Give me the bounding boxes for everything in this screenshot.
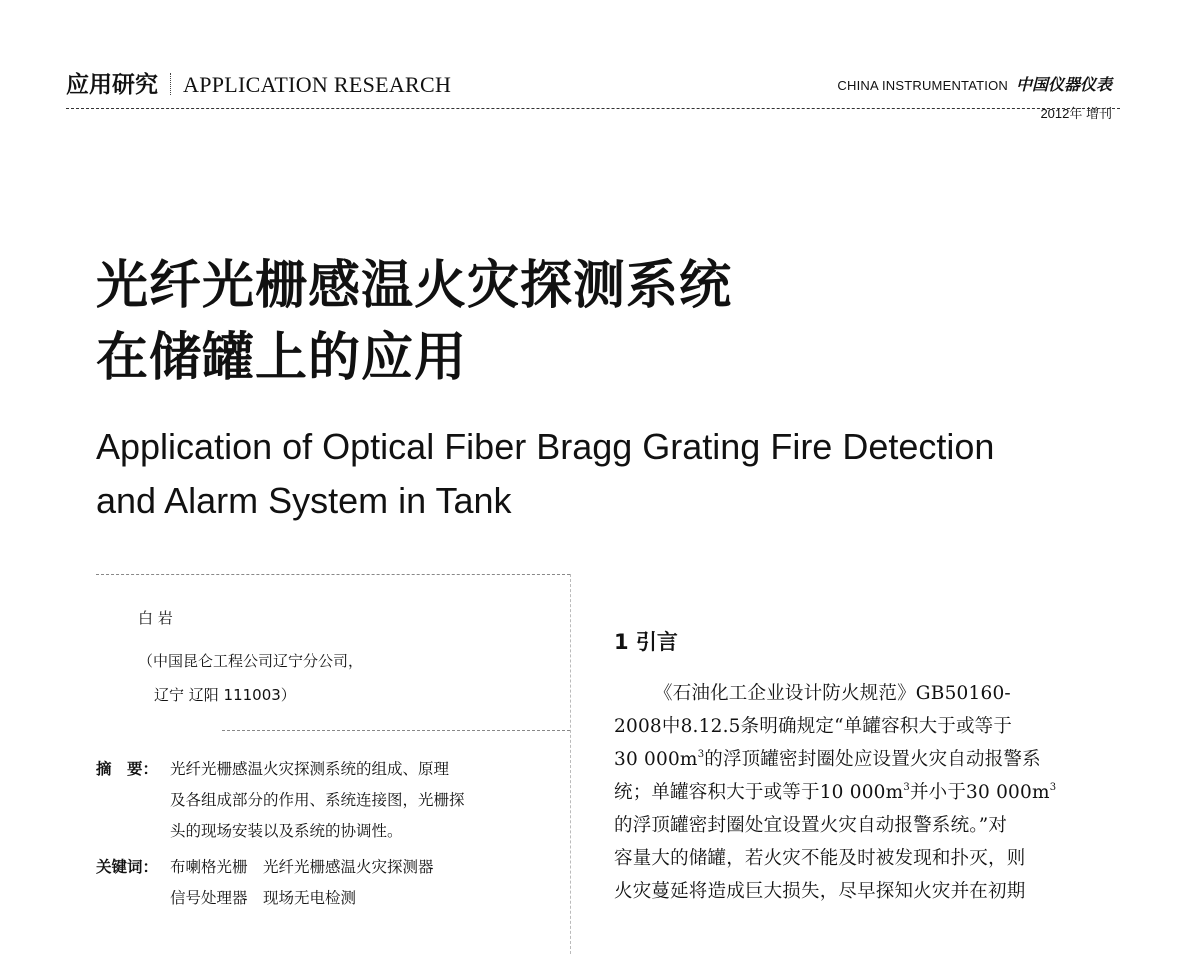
title-en-line-2: and Alarm System in Tank — [96, 480, 512, 521]
body-line: 统；单罐容积大于或等于10 $000m^3$并小于30 $000m^3$ — [614, 782, 1057, 803]
column-divider — [570, 574, 571, 954]
affiliation-line-1: （中国昆仑工程公司辽宁分公司， — [138, 652, 364, 670]
abstract-label: 摘 要： — [96, 760, 159, 778]
header-divider — [170, 73, 171, 95]
journal-name-cn: 中国仪器仪表 — [1015, 75, 1112, 94]
paper-title-en — [96, 420, 1156, 528]
journal-name — [837, 72, 1112, 95]
keywords-line: 布喇格光栅 光纤光栅感温火灾探测器 — [170, 858, 434, 876]
keywords-label: 关键词： — [96, 858, 159, 876]
affiliation-line-2: 辽宁 辽阳 111003） — [154, 686, 296, 704]
header-rule — [66, 108, 1120, 109]
abstract-line: 头的现场安装以及系统的协调性。 — [170, 822, 403, 840]
journal-name-en: CHINA INSTRUMENTATION — [837, 78, 1008, 93]
keywords-line: 信号处理器 现场无电检测 — [170, 889, 357, 907]
keywords-body — [170, 852, 566, 914]
superscript: 3 — [903, 782, 910, 793]
author-name: 白 岩 — [138, 609, 173, 627]
superscript: 3 — [697, 749, 705, 760]
introduction-text — [614, 677, 1094, 908]
section-label-cn: 应用研究 — [66, 72, 158, 98]
author-box-bottom-rule — [222, 730, 570, 731]
section-label-en: APPLICATION RESEARCH — [183, 72, 452, 97]
keywords — [96, 852, 566, 914]
body-line: 火灾蔓延将造成巨大损失，尽早探知火灾并在初期 — [614, 881, 1026, 902]
abstract-body — [170, 754, 566, 847]
title-cn-line-2: 在储罐上的应用 — [96, 328, 468, 388]
abstract — [96, 754, 566, 847]
journal-issue: 2012年 增刊 — [1040, 106, 1112, 121]
author-box-top-rule — [96, 574, 570, 575]
author-affiliation — [138, 644, 363, 712]
body-line: 《石油化工企业设计防火规范》GB50160- — [654, 683, 1011, 704]
header-section — [66, 66, 451, 99]
abstract-line: 光纤光栅感温火灾探测系统的组成、原理 — [170, 760, 450, 778]
section-heading: 1 引言 — [614, 630, 678, 654]
body-line: 容量大的储罐，若火灾不能及时被发现和扑灭，则 — [614, 848, 1026, 869]
paper-title-cn — [96, 250, 732, 394]
body-line: 2008中8.12.5条明确规定“单罐容积大于或等于 — [614, 716, 1013, 737]
body-line: 30 $000m^3$的浮顶罐密封圈处应设置火灾自动报警系 — [614, 749, 1041, 770]
abstract-line: 及各组成部分的作用、系统连接图，光栅探 — [170, 791, 465, 809]
title-en-line-1: Application of Optical Fiber Bragg Grating Fire Detection — [96, 426, 995, 467]
body-line: 的浮顶罐密封圈处宜设置火灾自动报警系统。”对 — [614, 815, 1008, 836]
superscript: 3 — [1049, 782, 1057, 793]
left-column — [96, 574, 570, 954]
title-cn-line-1: 光纤光栅感温火灾探测系统 — [96, 256, 733, 316]
